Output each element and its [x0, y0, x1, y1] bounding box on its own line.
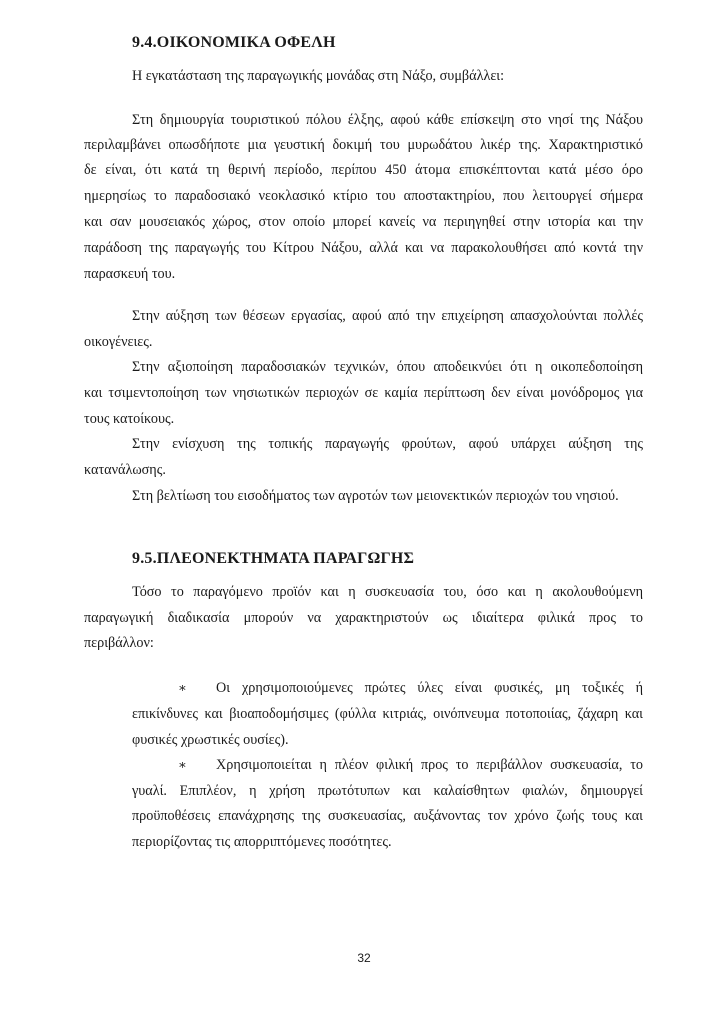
paragraph-line: Τόσο το παραγόμενο προϊόν και η συσκευασία του, όσο και η ακολουθούμενη [132, 584, 643, 600]
paragraph-line: Στη βελτίωση του εισοδήματος των αγροτών των μειονεκτικών περιοχών του νησιού. [132, 488, 619, 504]
bullet-line: φυσικές χρωστικές ουσίες). [132, 732, 289, 748]
asterisk-bullet-icon: ∗ [178, 680, 187, 695]
paragraph-line: και σαν μουσειακός χώρος, στον οποίο μπορεί κανείς να περιηγηθεί στην ιστορία και την [84, 214, 643, 230]
paragraph-line: Στην ενίσχυση της τοπικής παραγωγής φρούτων, αφού υπάρχει αύξηση της [132, 436, 643, 452]
asterisk-bullet-icon: ∗ [178, 757, 187, 772]
bullet-line: επικίνδυνες και βιοαποδομήσιμες (φύλλα κιτριάς, οινόπνευμα ποτοποιίας, ζάχαρη και [132, 706, 643, 722]
paragraph-line: Στη δημιουργία τουριστικού πόλου έλξης, αφού κάθε επίσκεψη στο νησί της Νάξου [132, 112, 643, 128]
paragraph-line: δε είναι, ότι κατά τη θερινή περίοδο, περίπου 450 άτομα επισκέπτονται κατά μέσο όρο [84, 162, 643, 178]
page-number: 32 [357, 951, 371, 965]
paragraph-line: παραγωγική διαδικασία μπορούν να χαρακτηριστούν ως ιδιαίτερα φιλικά προς το [84, 610, 643, 626]
paragraph-line: κατανάλωσης. [84, 462, 166, 478]
bullet-line: Χρησιμοποιείται η πλέον φιλική προς το περιβάλλον συσκευασία, το [216, 757, 643, 773]
bullet-line: προϋποθέσεις επανάχρησης της συσκευασίας, αυξάνοντας τον χρόνο ζωής τους και [132, 808, 643, 824]
paragraph-line: τους κατοίκους. [84, 411, 175, 427]
bullet-line: περιορίζοντας τις απορριπτόμενες ποσότητες. [132, 834, 392, 850]
paragraph-line: οικογένειες. [84, 334, 153, 350]
paragraph-line: Στην αξιοποίηση παραδοσιακών τεχνικών, όπου αποδεικνύει ότι η οικοπεδοποίηση [132, 359, 643, 375]
section-heading-economic-benefits: 9.4.ΟΙΚΟΝΟΜΙΚΑ ΟΦΕΛΗ [132, 34, 336, 51]
section-intro: Η εγκατάσταση της παραγωγικής μονάδας στη Νάξο, συμβάλλει: [132, 68, 505, 84]
bullet-line: γυαλί. Επιπλέον, η χρήση πρωτότυπων και καλαίσθητων φιαλών, δημιουργεί [132, 783, 643, 799]
section-heading-production-advantages: 9.5.ΠΛΕΟΝΕΚΤΗΜΑΤΑ ΠΑΡΑΓΩΓΗΣ [132, 550, 415, 567]
bullet-line: Οι χρησιμοποιούμενες πρώτες ύλες είναι φυσικές, μη τοξικές ή [216, 680, 643, 696]
paragraph-line: περιβάλλον: [84, 635, 154, 651]
paragraph-line: παράδοση της παραγωγής του Κίτρου Νάξου, αλλά και να παρακολουθήσει από κοντά την [84, 240, 643, 256]
paragraph-line: παρασκευή του. [84, 266, 176, 282]
paragraph-line: Στην αύξηση των θέσεων εργασίας, αφού από την επιχείρηση απασχολούνται πολλές [132, 308, 643, 324]
paragraph-line: και τσιμεντοποίηση των νησιωτικών περιοχών σε καμία περίπτωση δεν είναι μονόδρομος για [84, 385, 643, 401]
paragraph-line: περιλαμβάνει οπωσδήποτε μια γευστική δοκιμή του μυρωδάτου λικέρ της. Χαρακτηριστικό [84, 137, 643, 153]
paragraph-line: ημερησίως το παραδοσιακό νεοκλασικό κτίριο του αποστακτηρίου, που λειτουργεί σήμερα [84, 188, 643, 204]
